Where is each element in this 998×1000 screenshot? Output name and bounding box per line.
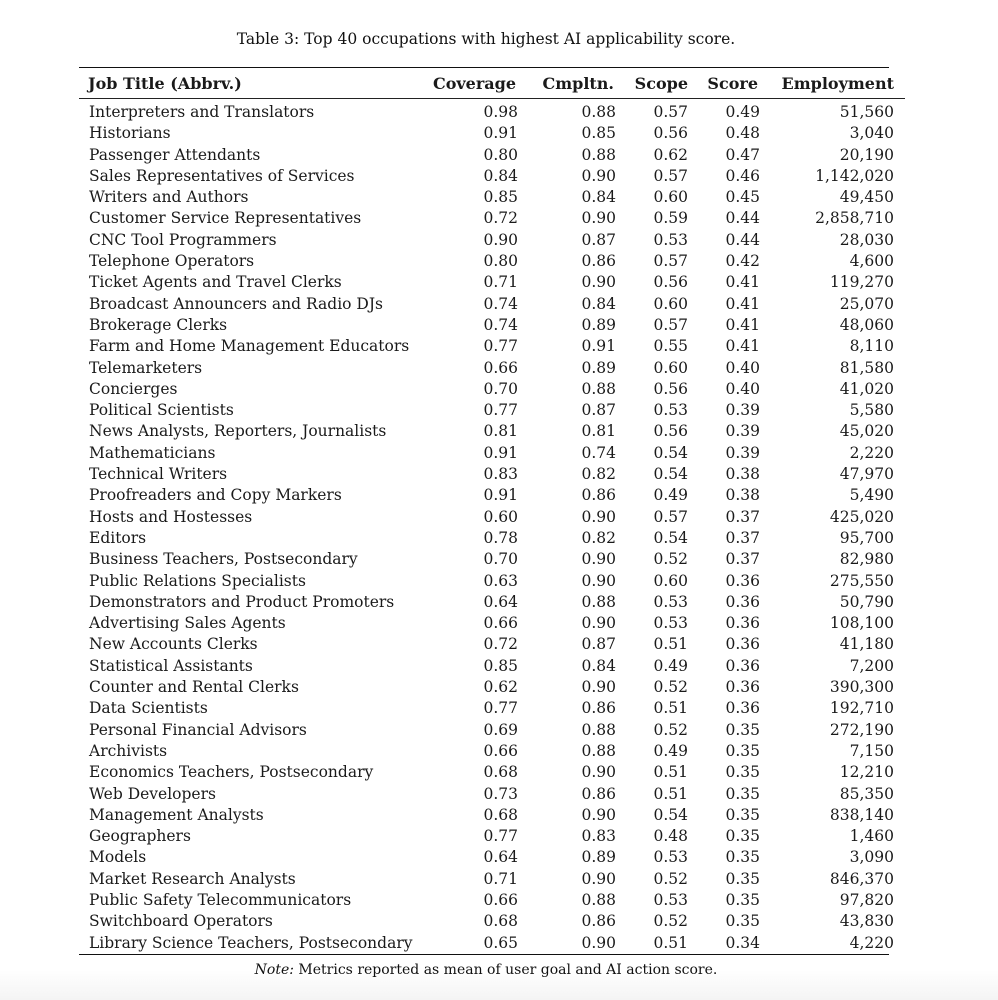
cell-job-title: Data Scientists — [89, 699, 208, 718]
cell-job-title: Business Teachers, Postsecondary — [89, 550, 358, 569]
cell-scope: 0.60 — [653, 571, 688, 590]
cell-coverage: 0.66 — [483, 614, 518, 633]
table-row — [79, 847, 905, 868]
cell-scope: 0.52 — [653, 550, 688, 569]
header-row — [79, 68, 905, 98]
table-row — [79, 145, 905, 166]
cell-score: 0.41 — [725, 273, 760, 292]
table-row — [79, 358, 905, 379]
occupations-table — [79, 68, 905, 954]
cell-coverage: 0.85 — [483, 188, 518, 207]
cell-scope: 0.52 — [653, 678, 688, 697]
cell-scope: 0.57 — [653, 507, 688, 526]
cell-employment: 28,030 — [839, 230, 894, 249]
table-body — [79, 99, 905, 954]
table-row — [79, 933, 905, 954]
cell-score: 0.35 — [725, 720, 760, 739]
cell-score: 0.46 — [725, 166, 760, 185]
cell-employment: 2,858,710 — [815, 209, 894, 228]
cell-coverage: 0.78 — [483, 528, 518, 547]
cell-job-title: Personal Financial Advisors — [89, 720, 307, 739]
cell-coverage: 0.80 — [483, 252, 518, 271]
header-coverage: Coverage — [432, 73, 516, 93]
table-row — [79, 571, 905, 592]
cell-coverage: 0.77 — [483, 827, 518, 846]
cell-scope: 0.53 — [653, 592, 688, 611]
cell-completion: 0.90 — [581, 805, 616, 824]
table-row — [79, 187, 905, 208]
table-header — [79, 68, 905, 99]
cell-employment: 192,710 — [829, 699, 894, 718]
cell-job-title: Broadcast Announcers and Radio DJs — [89, 294, 384, 313]
cell-completion: 0.90 — [581, 209, 616, 228]
cell-employment: 50,790 — [839, 592, 894, 611]
cell-scope: 0.53 — [653, 230, 688, 249]
cell-coverage: 0.64 — [483, 848, 518, 867]
cell-employment: 838,140 — [829, 805, 894, 824]
cell-job-title: Library Science Teachers, Postsecondary — [89, 933, 413, 952]
cell-scope: 0.55 — [653, 337, 688, 356]
cell-completion: 0.85 — [581, 124, 616, 143]
cell-score: 0.41 — [725, 315, 760, 334]
cell-score: 0.47 — [725, 145, 760, 164]
cell-completion: 0.90 — [581, 550, 616, 569]
cell-score: 0.35 — [725, 848, 760, 867]
cell-scope: 0.48 — [653, 827, 688, 846]
cell-employment: 25,070 — [839, 294, 894, 313]
cell-job-title: Concierges — [89, 379, 178, 398]
cell-employment: 4,220 — [849, 933, 894, 952]
cell-job-title: Farm and Home Management Educators — [89, 337, 410, 356]
cell-score: 0.37 — [725, 550, 760, 569]
cell-completion: 0.91 — [581, 337, 616, 356]
cell-coverage: 0.83 — [483, 465, 518, 484]
cell-job-title: Hosts and Hostesses — [89, 507, 253, 526]
cell-completion: 0.90 — [581, 614, 616, 633]
cell-score: 0.38 — [725, 486, 760, 505]
cell-score: 0.35 — [725, 784, 760, 803]
table-row — [79, 464, 905, 485]
cell-coverage: 0.91 — [483, 124, 518, 143]
cell-score: 0.44 — [725, 230, 760, 249]
table-row — [79, 421, 905, 442]
cell-score: 0.48 — [725, 124, 760, 143]
cell-scope: 0.52 — [653, 720, 688, 739]
cell-completion: 0.88 — [581, 741, 616, 760]
cell-job-title: Archivists — [89, 741, 168, 760]
cell-job-title: Sales Representatives of Services — [89, 166, 355, 185]
cell-score: 0.40 — [725, 358, 760, 377]
cell-coverage: 0.62 — [483, 678, 518, 697]
cell-score: 0.37 — [725, 528, 760, 547]
cell-score: 0.39 — [725, 422, 760, 441]
cell-employment: 846,370 — [829, 869, 894, 888]
header-completion: Cmpltn. — [542, 73, 614, 93]
cell-scope: 0.60 — [653, 188, 688, 207]
cell-completion: 0.82 — [581, 465, 616, 484]
table-row — [79, 677, 905, 698]
cell-job-title: Economics Teachers, Postsecondary — [89, 763, 374, 782]
cell-coverage: 0.90 — [483, 230, 518, 249]
cell-coverage: 0.64 — [483, 592, 518, 611]
cell-job-title: Customer Service Representatives — [89, 209, 362, 228]
cell-employment: 3,090 — [849, 848, 894, 867]
cell-scope: 0.51 — [653, 699, 688, 718]
cell-completion: 0.84 — [581, 188, 616, 207]
cell-scope: 0.52 — [653, 912, 688, 931]
table-row — [79, 379, 905, 400]
cell-employment: 272,190 — [829, 720, 894, 739]
cell-job-title: Political Scientists — [89, 401, 234, 420]
table-row — [79, 272, 905, 293]
cell-coverage: 0.66 — [483, 890, 518, 909]
cell-coverage: 0.68 — [483, 805, 518, 824]
cell-job-title: Switchboard Operators — [89, 912, 273, 931]
note-label: Note: — [254, 962, 294, 978]
cell-scope: 0.56 — [653, 124, 688, 143]
cell-score: 0.36 — [725, 592, 760, 611]
cell-job-title: Management Analysts — [89, 805, 264, 824]
cell-job-title: Market Research Analysts — [89, 869, 296, 888]
table-row — [79, 123, 905, 144]
cell-scope: 0.51 — [653, 933, 688, 952]
cell-job-title: Mathematicians — [89, 443, 216, 462]
table-row — [79, 528, 905, 549]
header-score: Score — [707, 73, 758, 93]
cell-employment: 119,270 — [829, 273, 894, 292]
table-row — [79, 720, 905, 741]
cell-completion: 0.87 — [581, 401, 616, 420]
cell-job-title: Geographers — [89, 827, 191, 846]
cell-scope: 0.49 — [653, 741, 688, 760]
cell-completion: 0.88 — [581, 145, 616, 164]
table-row — [79, 592, 905, 613]
cell-completion: 0.88 — [581, 890, 616, 909]
cell-score: 0.40 — [725, 379, 760, 398]
cell-coverage: 0.74 — [483, 294, 518, 313]
cell-score: 0.36 — [725, 614, 760, 633]
cell-employment: 2,220 — [849, 443, 894, 462]
cell-completion: 0.88 — [581, 720, 616, 739]
cell-completion: 0.86 — [581, 486, 616, 505]
cell-score: 0.44 — [725, 209, 760, 228]
cell-job-title: Counter and Rental Clerks — [89, 678, 299, 697]
cell-score: 0.34 — [725, 933, 760, 952]
header-scope: Scope — [634, 73, 688, 93]
note-text: Metrics reported as mean of user goal and AI action score. — [298, 962, 718, 978]
cell-completion: 0.88 — [581, 103, 616, 121]
table-row — [79, 826, 905, 847]
cell-score: 0.36 — [725, 656, 760, 675]
cell-coverage: 0.66 — [483, 741, 518, 760]
cell-completion: 0.89 — [581, 315, 616, 334]
cell-score: 0.35 — [725, 741, 760, 760]
cell-scope: 0.62 — [653, 145, 688, 164]
table-row — [79, 485, 905, 506]
cell-scope: 0.51 — [653, 763, 688, 782]
cell-scope: 0.54 — [653, 465, 688, 484]
cell-coverage: 0.91 — [483, 486, 518, 505]
cell-employment: 1,142,020 — [815, 166, 894, 185]
table-row — [79, 656, 905, 677]
cell-scope: 0.52 — [653, 869, 688, 888]
cell-scope: 0.60 — [653, 358, 688, 377]
cell-score: 0.35 — [725, 890, 760, 909]
cell-job-title: News Analysts, Reporters, Journalists — [89, 422, 387, 441]
cell-coverage: 0.70 — [483, 379, 518, 398]
cell-completion: 0.87 — [581, 230, 616, 249]
cell-scope: 0.56 — [653, 379, 688, 398]
cell-job-title: Interpreters and Translators — [89, 103, 315, 121]
cell-employment: 5,490 — [849, 486, 894, 505]
cell-score: 0.35 — [725, 763, 760, 782]
cell-coverage: 0.65 — [483, 933, 518, 952]
cell-scope: 0.56 — [653, 422, 688, 441]
table-row — [79, 315, 905, 336]
cell-score: 0.39 — [725, 443, 760, 462]
cell-job-title: Telephone Operators — [89, 252, 255, 271]
cell-coverage: 0.70 — [483, 550, 518, 569]
cell-completion: 0.86 — [581, 784, 616, 803]
cell-job-title: Historians — [89, 124, 171, 143]
cell-completion: 0.90 — [581, 933, 616, 952]
cell-employment: 7,200 — [849, 656, 894, 675]
cell-employment: 390,300 — [829, 678, 894, 697]
cell-coverage: 0.98 — [483, 103, 518, 121]
table-row — [79, 613, 905, 634]
cell-completion: 0.90 — [581, 869, 616, 888]
table-row — [79, 698, 905, 719]
cell-job-title: Ticket Agents and Travel Clerks — [89, 273, 342, 292]
cell-score: 0.36 — [725, 699, 760, 718]
cell-coverage: 0.60 — [483, 507, 518, 526]
cell-job-title: Public Safety Telecommunicators — [89, 890, 352, 909]
cell-scope: 0.51 — [653, 635, 688, 654]
cell-coverage: 0.72 — [483, 635, 518, 654]
cell-score: 0.41 — [725, 337, 760, 356]
cell-employment: 97,820 — [839, 890, 894, 909]
cell-coverage: 0.77 — [483, 699, 518, 718]
cell-job-title: Demonstrators and Product Promoters — [89, 592, 395, 611]
table-row — [79, 784, 905, 805]
cell-scope: 0.53 — [653, 614, 688, 633]
cell-job-title: New Accounts Clerks — [89, 635, 258, 654]
cell-completion: 0.89 — [581, 848, 616, 867]
table-row — [79, 166, 905, 187]
cell-scope: 0.51 — [653, 784, 688, 803]
cell-completion: 0.86 — [581, 912, 616, 931]
cell-score: 0.36 — [725, 571, 760, 590]
cell-completion: 0.84 — [581, 656, 616, 675]
table-row — [79, 443, 905, 464]
cell-score: 0.36 — [725, 635, 760, 654]
cell-scope: 0.53 — [653, 890, 688, 909]
cell-coverage: 0.68 — [483, 763, 518, 782]
cell-job-title: Proofreaders and Copy Markers — [89, 486, 342, 505]
cell-employment: 5,580 — [849, 401, 894, 420]
cell-score: 0.37 — [725, 507, 760, 526]
cell-job-title: Brokerage Clerks — [89, 315, 228, 334]
cell-scope: 0.54 — [653, 528, 688, 547]
cell-coverage: 0.71 — [483, 869, 518, 888]
cell-completion: 0.90 — [581, 678, 616, 697]
cell-job-title: Writers and Authors — [89, 188, 249, 207]
cell-employment: 275,550 — [829, 571, 894, 590]
cell-coverage: 0.71 — [483, 273, 518, 292]
cell-employment: 43,830 — [839, 912, 894, 931]
cell-job-title: Passenger Attendants — [89, 145, 261, 164]
table-row — [79, 890, 905, 911]
cell-scope: 0.57 — [653, 166, 688, 185]
table-row — [79, 400, 905, 421]
cell-scope: 0.49 — [653, 486, 688, 505]
cell-job-title: Advertising Sales Agents — [89, 614, 286, 633]
cell-score: 0.41 — [725, 294, 760, 313]
cell-employment: 1,460 — [849, 827, 894, 846]
cell-coverage: 0.77 — [483, 337, 518, 356]
table-row — [79, 251, 905, 272]
table-caption: Table 3: Top 40 occupations with highest AI applicability score. — [236, 30, 736, 48]
cell-completion: 0.90 — [581, 166, 616, 185]
table-row — [79, 634, 905, 655]
table-row — [79, 336, 905, 357]
cell-coverage: 0.84 — [483, 166, 518, 185]
cell-coverage: 0.68 — [483, 912, 518, 931]
cell-completion: 0.84 — [581, 294, 616, 313]
table-row — [79, 507, 905, 528]
cell-employment: 8,110 — [849, 337, 894, 356]
cell-completion: 0.90 — [581, 763, 616, 782]
cell-coverage: 0.73 — [483, 784, 518, 803]
header-job-title: Job Title (Abbrv.) — [88, 73, 242, 93]
cell-employment: 4,600 — [849, 252, 894, 271]
cell-completion: 0.74 — [581, 443, 616, 462]
cell-coverage: 0.77 — [483, 401, 518, 420]
cell-job-title: Editors — [89, 528, 147, 547]
cell-coverage: 0.81 — [483, 422, 518, 441]
cell-completion: 0.88 — [581, 379, 616, 398]
cell-job-title: Public Relations Specialists — [89, 571, 306, 590]
cell-employment: 108,100 — [829, 614, 894, 633]
table-row — [79, 805, 905, 826]
cell-completion: 0.90 — [581, 273, 616, 292]
cell-employment: 48,060 — [839, 315, 894, 334]
table-row — [79, 230, 905, 251]
table-row — [79, 549, 905, 570]
cell-employment: 51,560 — [839, 103, 894, 121]
cell-score: 0.35 — [725, 869, 760, 888]
cell-employment: 45,020 — [839, 422, 894, 441]
cell-scope: 0.57 — [653, 103, 688, 121]
cell-employment: 425,020 — [829, 507, 894, 526]
cell-coverage: 0.85 — [483, 656, 518, 675]
cell-employment: 95,700 — [839, 528, 894, 547]
cell-job-title: Web Developers — [89, 784, 216, 803]
cell-completion: 0.90 — [581, 507, 616, 526]
cell-scope: 0.49 — [653, 656, 688, 675]
cell-score: 0.39 — [725, 401, 760, 420]
cell-scope: 0.53 — [653, 401, 688, 420]
cell-scope: 0.54 — [653, 805, 688, 824]
cell-score: 0.49 — [725, 103, 760, 121]
cell-employment: 12,210 — [839, 763, 894, 782]
cell-completion: 0.88 — [581, 592, 616, 611]
table-row — [79, 741, 905, 762]
cell-score: 0.45 — [725, 188, 760, 207]
cell-score: 0.42 — [725, 252, 760, 271]
cell-coverage: 0.80 — [483, 145, 518, 164]
occupations-table-container — [79, 67, 894, 955]
cell-coverage: 0.91 — [483, 443, 518, 462]
header-employment: Employment — [781, 73, 894, 93]
cell-completion: 0.81 — [581, 422, 616, 441]
cell-employment: 82,980 — [839, 550, 894, 569]
cell-employment: 47,970 — [839, 465, 894, 484]
cell-completion: 0.83 — [581, 827, 616, 846]
table-bottom-rule — [79, 954, 889, 955]
cell-score: 0.35 — [725, 912, 760, 931]
cell-job-title: Models — [89, 848, 147, 867]
cell-employment: 41,180 — [839, 635, 894, 654]
cell-job-title: CNC Tool Programmers — [89, 230, 277, 249]
cell-employment: 85,350 — [839, 784, 894, 803]
cell-scope: 0.54 — [653, 443, 688, 462]
cell-completion: 0.86 — [581, 252, 616, 271]
cell-employment: 81,580 — [839, 358, 894, 377]
table-row — [79, 762, 905, 783]
table-row — [79, 911, 905, 932]
cell-completion: 0.86 — [581, 699, 616, 718]
cell-score: 0.36 — [725, 678, 760, 697]
cell-job-title: Technical Writers — [89, 465, 228, 484]
cell-employment: 20,190 — [839, 145, 894, 164]
cell-score: 0.35 — [725, 805, 760, 824]
cell-job-title: Telemarketers — [89, 358, 203, 377]
cell-scope: 0.56 — [653, 273, 688, 292]
cell-employment: 41,020 — [839, 379, 894, 398]
cell-scope: 0.57 — [653, 252, 688, 271]
cell-scope: 0.59 — [653, 209, 688, 228]
table-note — [0, 961, 972, 979]
cell-employment: 7,150 — [849, 741, 894, 760]
cell-score: 0.38 — [725, 465, 760, 484]
table-row — [79, 208, 905, 229]
cell-scope: 0.60 — [653, 294, 688, 313]
cell-coverage: 0.69 — [483, 720, 518, 739]
cell-employment: 3,040 — [849, 124, 894, 143]
cell-scope: 0.53 — [653, 848, 688, 867]
table-row — [79, 99, 905, 123]
table-row — [79, 869, 905, 890]
cell-coverage: 0.74 — [483, 315, 518, 334]
cell-coverage: 0.66 — [483, 358, 518, 377]
cell-job-title: Statistical Assistants — [89, 656, 253, 675]
cell-completion: 0.89 — [581, 358, 616, 377]
cell-score: 0.35 — [725, 827, 760, 846]
cell-completion: 0.87 — [581, 635, 616, 654]
cell-coverage: 0.72 — [483, 209, 518, 228]
cell-scope: 0.57 — [653, 315, 688, 334]
cell-completion: 0.82 — [581, 528, 616, 547]
cell-completion: 0.90 — [581, 571, 616, 590]
cell-employment: 49,450 — [839, 188, 894, 207]
cell-coverage: 0.63 — [483, 571, 518, 590]
table-row — [79, 294, 905, 315]
